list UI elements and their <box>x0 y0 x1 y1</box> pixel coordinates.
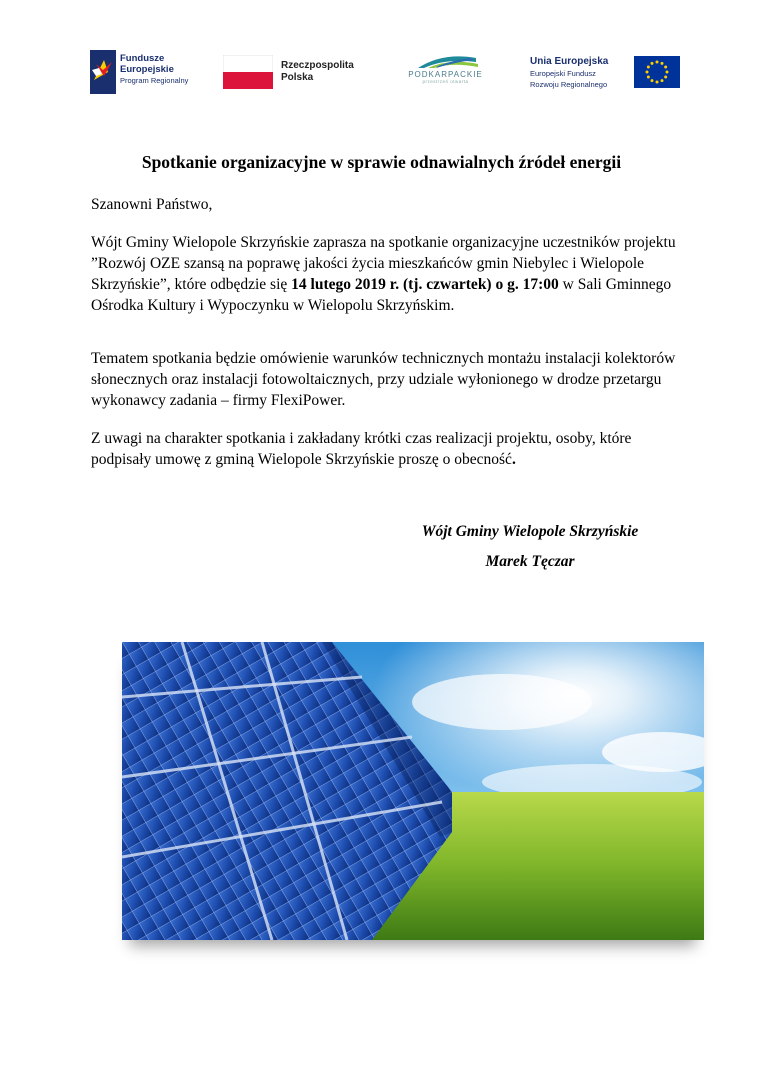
signature-role: Wójt Gminy Wielopole Skrzyńskie <box>421 523 639 540</box>
eu-star-icon <box>661 79 664 82</box>
solar-panels-field-photo <box>122 642 704 940</box>
fe-line2: Europejskie <box>120 63 174 75</box>
meeting-date-time: 14 lutego 2019 r. (tj. czwartek) o g. 17:00 <box>291 276 559 293</box>
pk-line2: przestrzeń otwarta <box>422 79 469 85</box>
rzeczpospolita-logo <box>223 48 373 96</box>
attendance-period: . <box>511 451 516 468</box>
greeting: Szanowni Państwo, <box>91 196 213 213</box>
rp-line1: Rzeczpospolita <box>281 60 354 71</box>
podkarpackie-logo <box>398 48 493 96</box>
ue-line1: Unia Europejska <box>530 56 609 67</box>
rp-line2: Polska <box>281 71 314 83</box>
invitation-text-b: w Sali Gminnego Ośrodka Kultury i Wypoczynku w Wielopolu Skrzyńskim. <box>91 276 672 314</box>
eu-star-icon <box>646 71 649 74</box>
fundusze-europejskie-logo <box>90 48 210 96</box>
eu-star-icon <box>651 62 654 65</box>
eu-star-icon <box>664 76 667 79</box>
solar-panels-illustration <box>122 642 704 940</box>
eu-star-icon <box>647 76 650 79</box>
document-title: Spotkanie organizacyjne w sprawie odnawialnych źródeł energii <box>141 152 622 172</box>
eu-star-icon <box>661 62 664 65</box>
signature-name: Marek Tęczar <box>485 553 575 570</box>
attendance-text: Z uwagi na charakter spotkania i zakładany krótki czas realizacji projektu, osoby, które podpisały umowę z gminą Wielopole Skrzyńskie proszę o obecność <box>91 430 632 468</box>
pk-line1: PODKARPACKIE <box>408 70 483 79</box>
polish-flag-icon <box>223 55 273 89</box>
eu-star-icon <box>656 61 659 64</box>
podkarpackie-hills-icon <box>398 50 493 70</box>
eu-star-icon <box>666 71 669 74</box>
fe-line3: Program Regionalny <box>120 75 189 85</box>
unia-europejska-logo <box>530 48 680 96</box>
fundusze-europejskie-star-icon <box>90 50 116 94</box>
ue-line3: Rozwoju Regionalnego <box>530 80 608 89</box>
logo-bar <box>90 48 680 96</box>
eu-star-icon <box>656 81 659 84</box>
eu-star-icon <box>651 79 654 82</box>
paragraph-attendance <box>91 428 681 470</box>
eu-star-icon <box>647 66 650 69</box>
fe-line1: Fundusze <box>120 53 165 64</box>
paragraph-invitation <box>91 232 681 316</box>
invitation-text-a: Wójt Gminy Wielopole Skrzyńskie zaprasza na spotkanie organizacyjne uczestników projektu ”Rozwój OZE szansą na poprawę jakości życia mieszkańców gmin Niebylec i Wielopole Skrzyńskie”, które odbędzie się <box>91 234 676 293</box>
eu-star-icon <box>664 66 667 69</box>
eu-flag-icon <box>634 56 680 88</box>
paragraph-topic: Tematem spotkania będzie omówienie warunków technicznych montażu instalacji kolektorów słonecznych oraz instalacji fotowoltaicznych, przy udziale wyłonionego w drodze przetargu wykonawcy zadania – firmy FlexiPower. <box>91 350 676 409</box>
ue-line2: Europejski Fundusz <box>530 68 596 78</box>
